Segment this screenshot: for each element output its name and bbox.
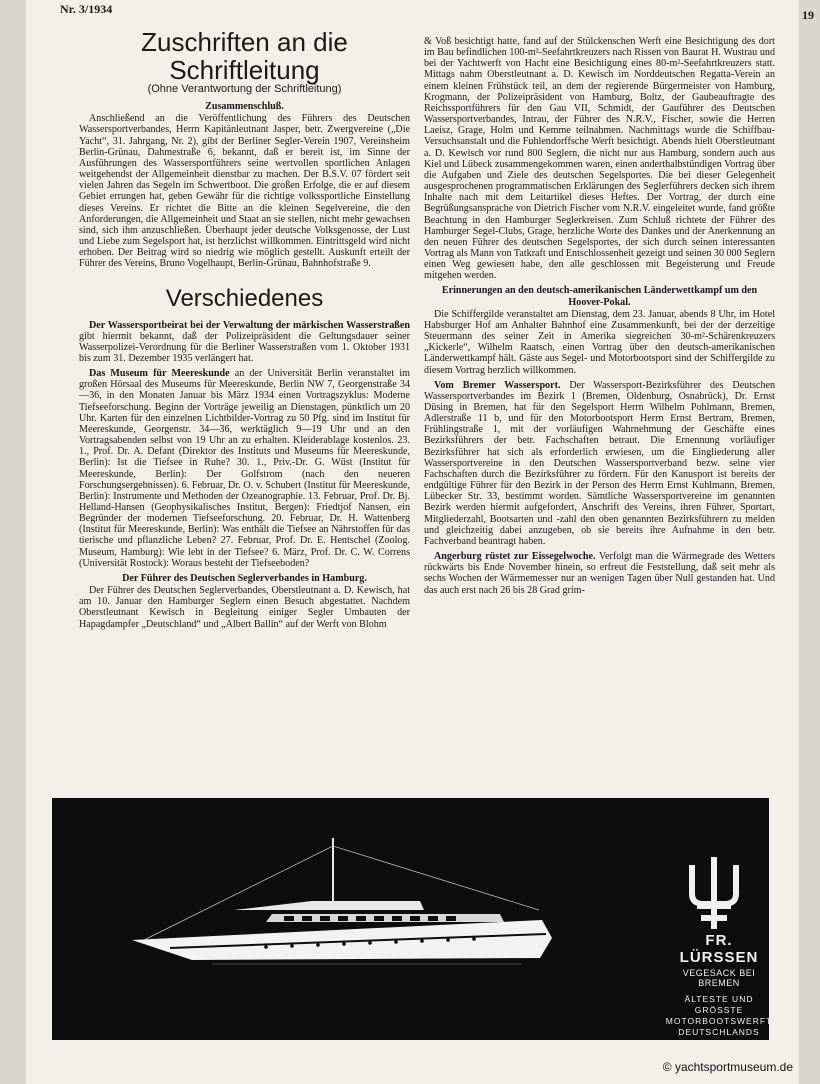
item-lead: Das Museum für Meereskunde — [89, 368, 230, 380]
ad-slogan — [664, 994, 774, 1038]
ad-slogan-line: MOTORBOOTSWERFT — [665, 1016, 773, 1026]
news-item-hoover-pokal: Die Schiffergilde veranstaltet am Dienstag, dem 23. Januar, abends 8 Uhr, im Hotel Habsburger Hof am Anhalter Bahnhof eine Zusammenkunft, bei der der derzeitige Steuermann des seiner Zeit in Amerika siegreichen 30-m²-Schärenkreuzers „Kickerle“, Wilhelm Raatsch, einen Vortrag über den deutsch-amerikanischen Länderwettkampf hält. Gäste aus Segel- und Motorbootsport sind der Schiffergilde zu diesem Vortrag herzlich willkommen. — [424, 308, 775, 376]
section-title: Verschiedenes — [165, 284, 324, 312]
ad-slogan-line: DEUTSCHLANDS — [678, 1027, 760, 1037]
page-number: 19 — [802, 8, 814, 22]
letters-subtitle: (Ohne Verantwortung der Schriftleitung) — [147, 83, 342, 95]
motor-yacht-illustration — [52, 798, 769, 1040]
news-item-seglerverband-continued: & Voß besichtigt hatte, fand auf der Stülckenschen Werft eine Besichtigung des dort im Bau befindlichen 100-m²-Seefahrtkreuzers nach Rissen von Baurat H. Wustrau und bei der Yachtwerft von Hacht eine Besichtigung eines 80-m²-Seefahrtkreuzers statt. Mittags nahm Oberstleutnant a. D. Kewisch im Norddeutschen Regatta-Verein an einem kleinen Frühstück teil, an dem der regierende Bürgermeister von Hamburg, Krogmann, der Polizeipräsident von Hamburg, Boltz, der Gaubeauftragte des Reichssportführers für den Gau VII, Schmidt, der Gauführer des Deutschen Wassersportverbandes, Intrau, der Führer des N.R.V., Fischer, sowie die Herren Laeisz, Grage, Holm und Kemme teilnahmen. Nachmittags wurde die Schiffbau-Versuchsanstalt und die Fuhlendorffsche Werft besichtigt. Abends hielt Oberstleutnant a. D. Kewisch vor rund 800 Seglern, die nicht nur aus Hamburg, sondern auch aus Kiel und Lübeck zusammengekommen waren, einen anderthalbstündigen Vortrag über die Aufgaben und Ziele des deutschen Segelsportes. Die bei dieser Gelegenheit ausgesprochenen programmatischen Erklärungen des Seglerführers decken sich ihrem Inhalte nach mit dem Leitartikel dieses Heftes. Der Vortrag, der durch eine Begrüßungsansprache von Dietrich Fischer vom N.R.V. eingeleitet wurde, fand größte Beachtung in den Hamburger Seglerkreisen. Zum Schluß richtete der Führer des Hamburger Segel-Clubs, Grage, herzliche Worte des Dankes und der Anerkennung an den neuen Führer des deutschen Segelsportes, der sich durch seinen interessanten Vortrag als Mann von Tatkraft und Entschlossenheit gezeigt und seinen 30 000 Seglern einen Weg gewiesen habe, den alle geschlossen mit Begeisterung und Freude mitgehen werden. — [424, 36, 776, 282]
item-text: Der Wassersport-Bezirksführer des Deutschen Wassersportverbandes im Bezirk 1 (Bremen, Oldenburg, Osnabrück), Dr. Ernst Düsing in Bremen, hat für den Segelsport Herrn Wilhelm Pohlmann, Bremen, Adlerstraße 11 b, und für den Motorbootsport Herrn Ernst Bertram, Bremen, Frühlingstraße 1, mit der vorläufigen Wahrnehmung der Geschäfte eines Bezirksführers der betr. Fachschaften betraut. Die Ernennung vorläufiger Bezirksführer hat sich als erforderlich erwiesen, um die Eingliederung aller Wassersportvereine in den Deutschen Wassersportverband bezw. seine vier Fachschaften durch die Bezirksführer zu fördern. Für den Kanusport ist bereits der endgültige Führer für den Bezirk in der Person des Herrn Ernst Kuhlmann, Bremen, Lübecker Str. 33, bestimmt worden. Sämtliche Wassersportvereine im genannten Bezirk werden hiermit aufgefordert, Anschrift des Vereins, ihren Führer, Sportart, Mitgliederzahl, Bootsarten und -zahl den oben genannten Bezirksführern zu melden und gleichzeitig dabei anzugeben, ob sie bereits ihre Aufnahme in den betr. Fachverband beantragt haben. — [424, 379, 776, 547]
ad-slogan-line: ÄLTESTE UND GRÖSSTE — [684, 994, 754, 1015]
item-text: gibt hiermit bekannt, daß der Polizeipräsident die Geltungsdauer seiner Wasserpolizei-Verordnung für die Berliner Wasserstraßen vom 1. Oktober 1931 bis zum 31. Dezember 1935 verlängert hat. — [79, 330, 410, 364]
issue-number: Nr. 3/1934 — [60, 2, 113, 16]
letters-title: Zuschriften an die Schriftleitung — [141, 27, 348, 85]
ad-brand-block — [664, 932, 774, 1038]
luerssen-trident-logo — [692, 860, 736, 926]
item-heading-seglerverband: Der Führer des Deutschen Seglerverbandes in Hamburg. — [122, 572, 367, 584]
copyright-credit: © yachtsportmuseum.de — [662, 1060, 793, 1074]
luerssen-advertisement — [52, 798, 773, 1040]
item-heading-hoover-pokal: Erinnerungen an den deutsch-amerikanischen Länderwettkampf um den Hoover-Pokal. — [441, 285, 758, 308]
item-lead: Vom Bremer Wassersport. — [434, 379, 561, 391]
news-item-seglerverband: Der Führer des Deutschen Seglerverbandes, Oberstleutnant a. D. Kewisch, hat am 10. Januar den Hamburger Seglern einen Besuch abgestattet. Nachdem Oberstleutnant Kewisch in Begleitung einiger Segler Umbauten der Hapagdampfer „Deutschland“ und „Albert Ballin“ auf der Werft von Blohm — [79, 585, 410, 630]
right-column — [424, 36, 775, 600]
letter-heading: Zusammenschluß. — [205, 101, 284, 113]
ad-company: FR. LÜRSSEN — [679, 932, 759, 966]
news-item-wassersportbeirat — [79, 320, 410, 365]
item-lead: Der Wassersportbeirat bei der Verwaltung der märkischen Wasserstraßen — [89, 319, 410, 331]
news-item-bremen — [424, 380, 775, 547]
item-text: Verfolgt man die Wärmegrade des Wetters rückwärts bis Ende November hinein, so erfreut die Feststellung, daß seit mehr als sechs Wochen der Wärmemesser nur an wenigen Tagen über Null gestanden hat. Und das auch erst nach 26 bis 28 Grad grim- — [424, 551, 775, 596]
page-header — [60, 0, 820, 22]
news-item-museum — [79, 368, 410, 569]
left-column — [79, 28, 410, 634]
news-item-angerburg — [424, 551, 775, 596]
item-lead: Angerburg rüstet zur Eissegelwoche. — [434, 551, 596, 563]
letter-text: Anschließend an die Veröffentlichung des Führers des Deutschen Wassersportverbandes, Herrn Kapitänleutnant Jasper, betr. Zwergvereine („Die Yacht“, 31. Jahrgang, Nr. 2), gibt der Berliner Segler-Verein 1907, Vereinsheim Berlin-Grünau, Dahmestraße 6, bekannt, daß er bereit ist, im Sinne der Ausführungen des Wassersportführers seine wertvollen sportlichen Anlagen weitgehendst der Allgemeinheit dienstbar zu machen. Der B.S.V. 07 fördert seit vielen Jahren das Segeln im Schwertboot. Die großen Erfolge, die er auf diesem Gebiet errungen hat, geben Gewähr für die richtige volkssportliche Einstellung dieses Vereins. Er richtet die Bitte an die kleinen Segelvereine, die den Anforderungen, die Allgemeinheit und Staat an sie stellen, nicht mehr gewachsen sind, sich ihm anzuschließen. Überhaupt jeder deutsche Volksgenosse, der Lust und Liebe zum Segelsport hat, ist herzlichst willkommen. Eintrittsgeld wird nicht erhoben. Der Beitrag wird so niedrig wie möglich gestellt. Auskunft erteilt der Führer des Vereins, Bruno Vogelhaupt, Berlin-Grünau, Bahnhofstraße 9. — [79, 113, 410, 270]
item-text: an der Universität Berlin veranstaltet im großen Hörsaal des Museums für Meereskunde, Berlin NW 7, Georgenstraße 34—36, in den Monaten Januar bis März 1934 einen Vortragszyklus: Moderne Tiefseeforschung. Beginn der Vorträge jeweilig an Dienstagen, pünktlich um 20 Uhr. Karten für den einzelnen Lichtbilder-Vortrag zu 50 Pfg. sind im Institut für Meereskunde, Georgenstr. 34—36, werktäglich 9—19 Uhr und an den Vortragsabenden selbst von 19 Uhr an zu erhalten. Kleiderablage kostenlos. 23. 1., Prof. Dr. A. Defant (Direktor des Instituts und Museums für Meereskunde, Berlin): Ist die Tiefsee in Ruhe? 30. 1., Priv.-Dr. G. Wüst (Institut für Meereskunde, Berlin): Der Golfstrom (nach den neueren Forschungsergebnissen). 6. Februar, Dr. O. v. Schubert (Institut für Meereskunde, Berlin): Instrumente und Methoden der Ozeanographie. 13. Februar, Prof. Dr. Bj. Helland-Hansen (Geophysikalisches Institut, Bergen): Friedtjof Nansen, ein Begründer der modernen Tiefseeforschung. 20. Februar, Dr. H. Wattenberg (Institut für Meereskunde, Berlin): Was enthält die Tiefsee an Nährstoffen für das tierische und pflanzliche Leben? 27. Februar, Prof. Dr. E. Hentschel (Zoolog. Museum, Hamburg): Wie lebt in der Tiefsee? 6. März, Prof. Dr. C. W. Correns (Universität Rostock): Woraus besteht der Tiefseeboden? — [79, 368, 410, 569]
ad-location: VEGESACK BEI BREMEN — [682, 968, 756, 988]
